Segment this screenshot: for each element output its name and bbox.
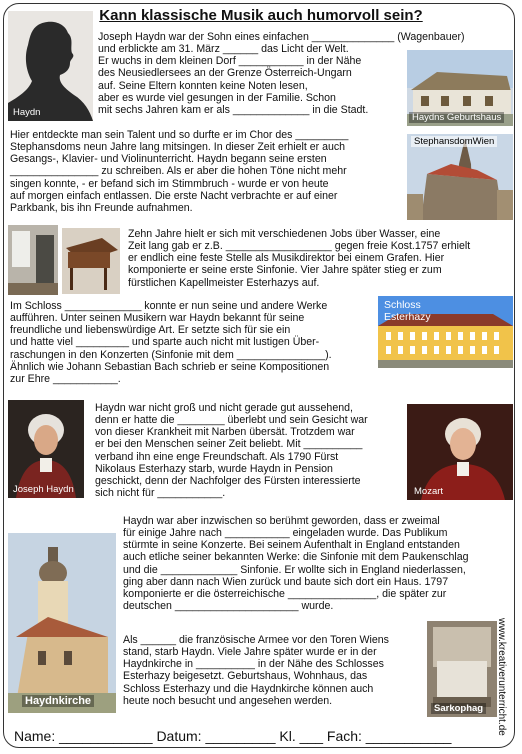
mozart-image [407, 404, 513, 500]
text-line: mit sechs Jahren kam er als _____________ in die Stadt. [98, 103, 369, 116]
text-line: stand, starb Haydn. Viele Jahre später wurde er in der [123, 646, 377, 659]
text-line: auf. Seine Eltern konnten keine Noten lesen, [98, 79, 308, 92]
text-line: Als ______ die französische Armee vor den Toren Wiens [123, 634, 389, 646]
text-line: denn er hatte die ________ überlebt und sein Gesicht war [95, 414, 368, 427]
paragraph-4 [95, 402, 368, 499]
text-line: Schloss Esterhazy und die Haydnkirche können auch [123, 682, 374, 695]
text-line: Stephansdoms neun Jahre lang mitsingen. In dieser Zeit erhielt er auch [10, 141, 346, 154]
text-line: er endlich eine feste Stelle als Musikdirektor bei einem Grafen. Hier [128, 252, 445, 265]
text-line: Esterhazy beigesetzt. Geburtshaus, Wohnhaus, das [123, 670, 368, 683]
text-line: auch etliche seiner bekannten Werke: die Sinfonie mit dem Paukenschlag [123, 551, 469, 564]
text-line: deutschen _____________________ wurde. [123, 600, 334, 613]
text-line: Joseph Haydn war der Sohn eines einfachen ______________ (Wagenbauer) [98, 31, 465, 43]
stephansdom-image [407, 134, 513, 220]
paragraph-1 [98, 31, 465, 116]
text-line: Haydnkirche in __________ in der Nähe des Schlosses [123, 658, 384, 671]
haydn-silhouette-caption: Haydn [13, 107, 41, 118]
text-line: _______________ zu schreiben. Als er aber die hohen Töne nicht mehr [10, 165, 347, 178]
text-line: komponierte er die österreichische _______________, die später zur [123, 587, 447, 600]
haydn-portrait-image [8, 400, 84, 498]
text-line: geschickt, denn der Nachfolger des Fürsten interessierte [95, 474, 361, 487]
text-line: raschungen in den Konzerten (Sinfonie mit dem _______________). [10, 348, 332, 361]
text-line: ging aber dann nach Wien zurück und baute sich dort ein Haus. 1797 [123, 575, 449, 588]
text-line: komponierte er seine erste Sinfonie. Vier Jahre später stieg er zum [128, 264, 442, 277]
schloss-esterhazy-image [378, 296, 513, 368]
haydnkirche-caption: Haydnkirche [22, 695, 94, 707]
text-line: fürstlichen Kapellmeister Esterhazys auf. [128, 276, 320, 289]
text-line: Parkbank, bis ihn Freunde aufnahmen. [10, 201, 193, 214]
text-line: des Neusiedlersees an der Grenze Österreich-Ungarn [98, 67, 352, 80]
text-line: Er wuchs in dem kleinen Dorf ___________ in der Nähe [98, 55, 362, 68]
paragraph-5 [123, 515, 468, 612]
haydn-silhouette-image [8, 11, 93, 121]
piano-image [62, 228, 120, 294]
sarkophag-image [427, 621, 497, 717]
paragraph-6 [123, 634, 389, 707]
text-line: für einige Jahre nach ___________ eingeladen wurde. Das Publikum [123, 527, 448, 540]
text-line: aufführen. Unter seinen Musikern war Haydn bekannt für seine [10, 312, 305, 325]
website-url: www.kreativerunterricht.de [496, 618, 507, 736]
text-line: Nikolaus Esterhazy starb, wurde Haydn in Pension [95, 462, 333, 475]
text-line: zur Ehre ___________. [10, 372, 121, 385]
text-line: aber es wurde viel gesungen in der Familie. Schon [98, 91, 336, 104]
mozart-caption: Mozart [414, 486, 444, 497]
paragraph-2a [10, 129, 348, 214]
text-line: verband ihn eine enge Freundschaft. Als 1790 Fürst [95, 450, 339, 463]
text-line: stürmte in seine Konzerte. Bei seinem Aufenthalt in England entstanden [123, 539, 460, 552]
paragraph-3 [10, 300, 332, 385]
text-line: singen konnte, - er befand sich im Stimmbruch - wurde er von heute [10, 177, 329, 190]
text-line: und hatte viel _________ und sparte auch nicht mit lustigen Über- [10, 336, 320, 349]
text-line: Hier entdeckte man sein Talent und so durfte er im Chor des _________ [10, 129, 349, 141]
text-line: Gesangs-, Klavier- und Violinunterricht. Haydn begann seine ersten [10, 153, 327, 166]
text-line: freundliche und liebenswürdige Art. Er setzte sich für sie ein [10, 324, 291, 337]
page-title: Kann klassische Musik auch humorvoll sein? [99, 7, 423, 24]
portrait-caption: Joseph Haydn [13, 484, 74, 495]
birthplace-caption: Haydns Geburtshaus [409, 112, 504, 123]
text-line: Im Schloss _____________ konnte er nun seine und andere Werke [10, 300, 328, 312]
text-line: Haydn war aber inzwischen so berühmt geworden, dass er zweimal [123, 515, 440, 527]
text-line: Ähnlich wie Johann Sebastian Bach schrieb er seine Kompositionen [10, 360, 330, 373]
text-line: und die _____________ Sinfonie. Er wollte sich in England niederlassen, [123, 563, 466, 576]
paragraph-2b [128, 228, 470, 289]
haydn-room-image [8, 225, 58, 295]
text-line: er bei den Menschen seiner Zeit beliebt. Mit __________ [95, 438, 363, 451]
text-line: Haydn war nicht groß und nicht gerade gut aussehend, [95, 402, 353, 414]
text-line: von dieser Krankheit mit Narben übersät. Trotzdem war [95, 426, 355, 439]
text-line: und erblickte am 31. März ______ das Licht der Welt. [98, 43, 349, 56]
stephansdom-caption: StephansdomWien [411, 136, 497, 147]
text-line: Zeit lang gab er z.B. __________________ gegen freie Kost.1757 erhielt [128, 240, 471, 253]
haydnkirche-image [8, 533, 116, 713]
text-line: auf morgen einfach entlassen. Die erste Nacht verbrachte er auf einer [10, 189, 338, 202]
text-line: sich nicht für ___________. [95, 487, 226, 500]
schloss-caption: Schloss Esterhazy [384, 299, 431, 323]
text-line: Zehn Jahre hielt er sich mit verschiedenen Jobs über Wasser, eine [128, 228, 441, 240]
text-line: heute noch besucht und angesehen werden. [123, 694, 333, 707]
footer-fields: Name: ____________ Datum: _________ Kl. ___ Fach: ___________ [14, 728, 452, 744]
sarkophag-caption: Sarkophag [431, 703, 486, 714]
